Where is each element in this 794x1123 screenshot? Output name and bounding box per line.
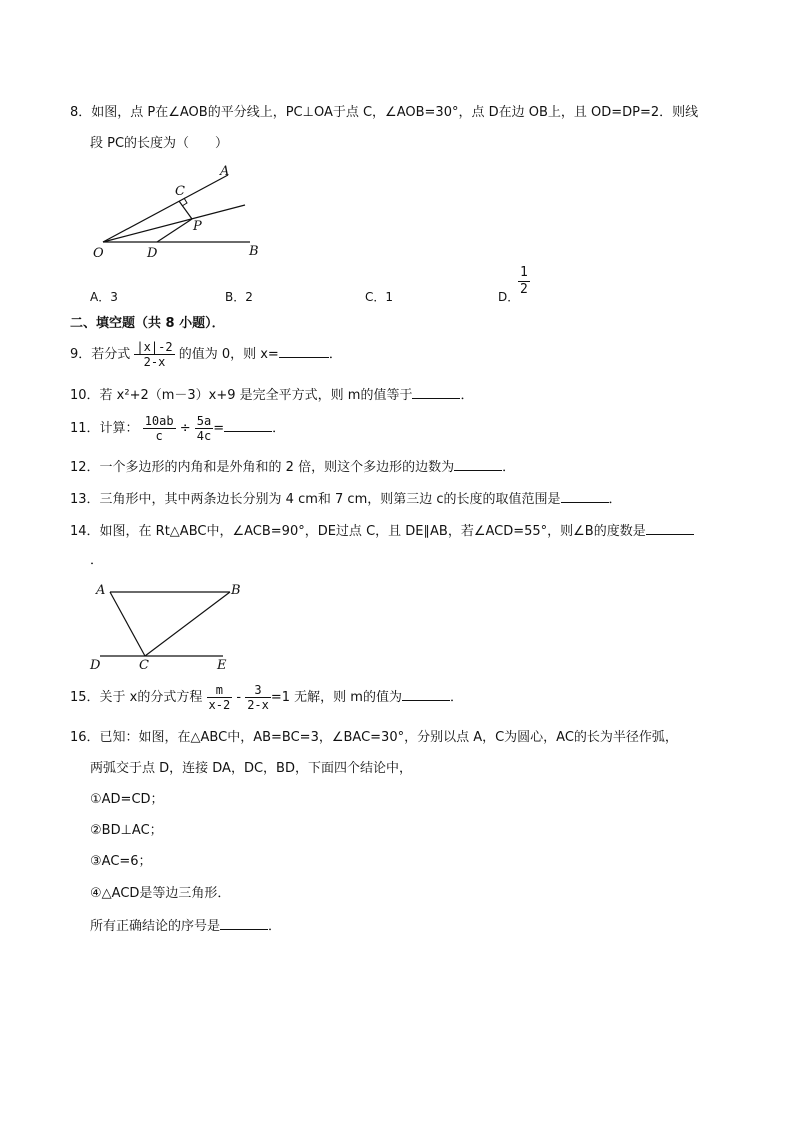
q14-label-d: D (90, 658, 101, 673)
q10-line (70, 385, 473, 405)
q11-numerator-1: 10ab (144, 414, 174, 428)
q14-segment-bc (145, 592, 230, 656)
q10-text: 10．若 x²+2（m－3）x+9 是完全平方式，则 m的值等于 (70, 388, 413, 403)
q16-ask-line (90, 916, 281, 936)
q16-ask: 所有正确结论的序号是 (90, 919, 221, 934)
q14-figure (85, 578, 255, 673)
q15-prefix: 15．关于 x的分式方程 (70, 690, 203, 705)
q11-fraction-2 (195, 414, 213, 443)
q14-label-e: E (217, 658, 227, 673)
q15-suffix: =1 无解，则 m的值为 (270, 690, 402, 705)
q14-text: 14．如图，在 Rt△ABC中，∠ACB=90°，DE过点 C，且 DE∥AB，若∠ACD=55°，则∠B的度数是 (70, 524, 646, 539)
q8-label-d: D (147, 246, 158, 261)
q8-label-b: B (249, 244, 259, 259)
q8-text-line1: 8．如图，点 P在∠AOB的平分线上，PC⊥OA于点 C，∠AOB=30°，点 D在边 OB上，且 OD=DP=2．则线 (70, 105, 699, 120)
q16-answer-blank[interactable] (220, 916, 268, 930)
q12-answer-blank[interactable] (454, 457, 502, 471)
q11-equals: = (213, 421, 225, 436)
q9-end: ． (328, 347, 342, 362)
q13-end: ． (608, 492, 622, 507)
q11-fraction-1 (143, 414, 176, 443)
q8-option-d (498, 288, 519, 305)
q15-numerator-2: 3 (245, 683, 271, 698)
q11-line (70, 414, 285, 444)
q8-option-a: A．3 (90, 290, 118, 304)
q11-denominator-2: 4c (196, 429, 212, 443)
q8-option-c: C．1 (365, 290, 394, 304)
q16-conclusion-3: ③AC=6； (90, 854, 152, 869)
q8-option-b: B．2 (225, 290, 253, 304)
q15-denominator-2: 2-x (247, 698, 269, 712)
q15-operator: - (236, 690, 242, 705)
q16-line1: 16．已知：如图，在△ABC中，AB=BC=3，∠BAC=30°，分别以点 A，C为圆心，AC的长为半径作弧， (70, 730, 678, 745)
q9-line (70, 340, 342, 370)
q8-option-d-denominator: 2 (520, 282, 528, 297)
q14-end: ． (90, 553, 104, 568)
q9-prefix: 9．若分式 (70, 347, 131, 362)
q9-answer-blank[interactable] (279, 344, 329, 358)
q16-conclusion-2: ②BD⊥AC； (90, 823, 163, 838)
q14-label-b: B (231, 583, 241, 598)
q10-answer-blank[interactable] (412, 385, 460, 399)
q11-answer-blank[interactable] (224, 418, 272, 432)
q16-conclusion-4: ④△ACD是等边三角形． (90, 886, 231, 901)
q8-ray-bisector (103, 205, 245, 242)
q13-text: 13．三角形中，其中两条边长分别为 4 cm和 7 cm，则第三边 c的长度的取值范围是 (70, 492, 561, 507)
q11-prefix: 11．计算： (70, 421, 139, 436)
q9-denominator: 2-x (143, 355, 166, 369)
q9-fraction (134, 340, 174, 369)
section2-heading: 二、填空题（共 8 小题）． (70, 316, 225, 331)
q14-label-c: C (139, 658, 149, 673)
q15-numerator-1: m (207, 683, 233, 698)
q14-segment-ac (110, 592, 145, 656)
q15-answer-blank[interactable] (402, 687, 450, 701)
q11-denominator-1: c (155, 429, 163, 443)
q12-end: ． (502, 460, 516, 475)
q12-text: 12．一个多边形的内角和是外角和的 2 倍，则这个多边形的边数为 (70, 460, 455, 475)
q13-line (70, 489, 622, 509)
q15-end: ． (449, 690, 463, 705)
q16-line2: 两弧交于点 D，连接 DA，DC，BD，下面四个结论中， (90, 761, 412, 776)
q8-figure (85, 160, 285, 265)
q10-end: ． (460, 388, 474, 403)
q8-label-p: P (193, 219, 202, 234)
q8-text-line2: 段 PC的长度为（ ） (90, 136, 229, 151)
q8-option-d-prefix: D． (498, 290, 520, 304)
q15-fraction-1 (207, 683, 233, 712)
q11-numerator-2: 5a (196, 414, 212, 428)
q8-label-a: A (220, 164, 230, 179)
q8-segment-dp (157, 219, 192, 242)
q8-option-d-numerator: 1 (520, 265, 528, 280)
q12-line (70, 457, 515, 477)
q15-line (70, 683, 463, 713)
q11-operator: ÷ (179, 421, 191, 436)
q16-conclusion-1: ①AD=CD； (90, 792, 164, 807)
q15-denominator-1: x-2 (208, 698, 231, 712)
q8-option-d-fraction (518, 265, 530, 298)
q15-fraction-2 (245, 683, 271, 712)
q14-label-a: A (96, 583, 106, 598)
q8-label-o: O (93, 246, 104, 261)
q14-line (70, 521, 694, 541)
q9-numerator: |x|-2 (136, 340, 173, 354)
q13-answer-blank[interactable] (561, 489, 609, 503)
q8-ray-oa (103, 175, 228, 242)
q8-label-c: C (175, 184, 185, 199)
q14-answer-blank[interactable] (646, 521, 694, 535)
q16-end: ． (268, 919, 282, 934)
q9-suffix: 的值为 0，则 x= (178, 347, 279, 362)
q11-end: ． (272, 421, 286, 436)
